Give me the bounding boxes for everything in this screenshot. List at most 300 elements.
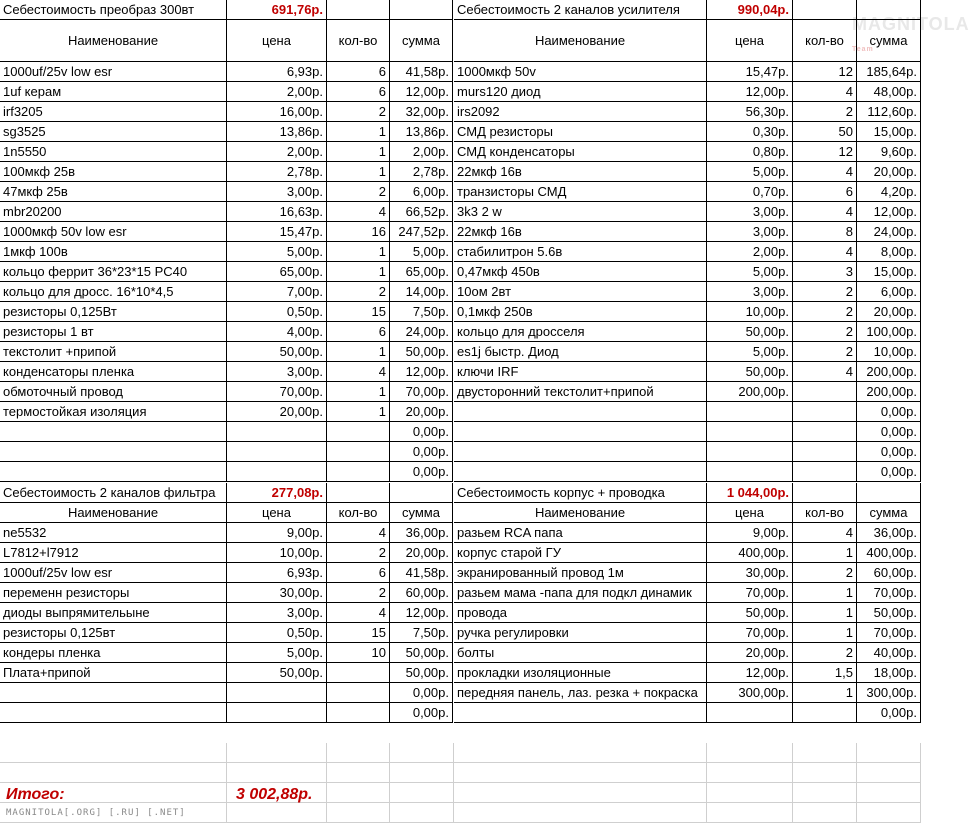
- item-name[interactable]: кольцо для дросс. 16*10*4,5: [0, 282, 227, 302]
- item-qty[interactable]: 4: [793, 523, 857, 543]
- item-qty[interactable]: 2: [793, 282, 857, 302]
- item-price[interactable]: 56,30р.: [707, 102, 793, 122]
- item-qty[interactable]: 2: [793, 342, 857, 362]
- item-price[interactable]: 10,00р.: [707, 302, 793, 322]
- item-sum[interactable]: 50,00р.: [390, 643, 453, 663]
- empty-cell[interactable]: [857, 803, 921, 823]
- item-sum[interactable]: 185,64р.: [857, 62, 921, 82]
- item-qty[interactable]: 1,5: [793, 663, 857, 683]
- item-qty[interactable]: 4: [327, 523, 390, 543]
- section-title[interactable]: Себестоимость преобраз 300вт: [0, 0, 227, 20]
- item-price[interactable]: 50,00р.: [707, 603, 793, 623]
- item-sum[interactable]: 15,00р.: [857, 122, 921, 142]
- empty-cell[interactable]: [327, 743, 390, 763]
- item-qty[interactable]: [327, 683, 390, 703]
- item-qty[interactable]: 8: [793, 222, 857, 242]
- item-name[interactable]: 1000uf/25v low esr: [0, 62, 227, 82]
- item-name[interactable]: 3k3 2 w: [454, 202, 707, 222]
- empty-cell[interactable]: [793, 803, 857, 823]
- item-qty[interactable]: 1: [793, 683, 857, 703]
- empty-cell[interactable]: [327, 0, 390, 20]
- item-qty[interactable]: [793, 462, 857, 482]
- empty-cell[interactable]: [857, 763, 921, 783]
- item-sum[interactable]: 0,00р.: [857, 703, 921, 723]
- item-sum[interactable]: 0,00р.: [390, 462, 453, 482]
- item-price[interactable]: 20,00р.: [227, 402, 327, 422]
- header-sum[interactable]: сумма: [857, 20, 921, 62]
- item-price[interactable]: [227, 462, 327, 482]
- item-sum[interactable]: 24,00р.: [857, 222, 921, 242]
- item-qty[interactable]: 2: [327, 282, 390, 302]
- item-qty[interactable]: 4: [327, 603, 390, 623]
- empty-cell[interactable]: [390, 743, 454, 763]
- item-sum[interactable]: 36,00р.: [390, 523, 453, 543]
- item-qty[interactable]: 1: [327, 242, 390, 262]
- item-qty[interactable]: [793, 442, 857, 462]
- item-price[interactable]: 50,00р.: [707, 322, 793, 342]
- item-price[interactable]: 7,00р.: [227, 282, 327, 302]
- item-qty[interactable]: 4: [793, 202, 857, 222]
- item-qty[interactable]: [793, 402, 857, 422]
- item-qty[interactable]: 6: [327, 62, 390, 82]
- item-price[interactable]: 0,80р.: [707, 142, 793, 162]
- item-name[interactable]: 22мкф 16в: [454, 162, 707, 182]
- item-name[interactable]: Плата+припой: [0, 663, 227, 683]
- item-qty[interactable]: [327, 663, 390, 683]
- item-name[interactable]: 47мкф 25в: [0, 182, 227, 202]
- item-name[interactable]: 1n5550: [0, 142, 227, 162]
- empty-cell[interactable]: [707, 803, 793, 823]
- item-qty[interactable]: 2: [793, 563, 857, 583]
- item-name[interactable]: болты: [454, 643, 707, 663]
- item-name[interactable]: murs120 диод: [454, 82, 707, 102]
- item-name[interactable]: [454, 442, 707, 462]
- item-sum[interactable]: 0,00р.: [390, 683, 453, 703]
- item-qty[interactable]: 15: [327, 302, 390, 322]
- item-sum[interactable]: 8,00р.: [857, 242, 921, 262]
- item-price[interactable]: 2,00р.: [707, 242, 793, 262]
- item-sum[interactable]: 200,00р.: [857, 362, 921, 382]
- empty-cell[interactable]: [327, 803, 390, 823]
- item-sum[interactable]: 20,00р.: [390, 543, 453, 563]
- item-sum[interactable]: 0,00р.: [390, 442, 453, 462]
- item-name[interactable]: 0,47мкф 450в: [454, 262, 707, 282]
- empty-cell[interactable]: [707, 783, 793, 803]
- item-name[interactable]: [0, 703, 227, 723]
- item-price[interactable]: 2,78р.: [227, 162, 327, 182]
- item-price[interactable]: 2,00р.: [227, 142, 327, 162]
- item-sum[interactable]: 60,00р.: [390, 583, 453, 603]
- empty-cell[interactable]: [227, 743, 327, 763]
- item-price[interactable]: [227, 422, 327, 442]
- item-sum[interactable]: 66,52р.: [390, 202, 453, 222]
- item-name[interactable]: обмоточный провод: [0, 382, 227, 402]
- item-name[interactable]: 1000мкф 50v low esr: [0, 222, 227, 242]
- item-price[interactable]: 3,00р.: [227, 182, 327, 202]
- item-name[interactable]: текстолит +припой: [0, 342, 227, 362]
- item-sum[interactable]: 0,00р.: [390, 703, 453, 723]
- item-qty[interactable]: 1: [327, 122, 390, 142]
- empty-cell[interactable]: [707, 743, 793, 763]
- item-sum[interactable]: 7,50р.: [390, 302, 453, 322]
- item-price[interactable]: 16,63р.: [227, 202, 327, 222]
- item-price[interactable]: 20,00р.: [707, 643, 793, 663]
- item-qty[interactable]: 15: [327, 623, 390, 643]
- empty-cell[interactable]: [793, 483, 857, 503]
- empty-cell[interactable]: [227, 803, 327, 823]
- item-sum[interactable]: 12,00р.: [390, 362, 453, 382]
- section-title[interactable]: Себестоимость 2 каналов усилителя: [454, 0, 707, 20]
- item-name[interactable]: разьем RCA папа: [454, 523, 707, 543]
- item-sum[interactable]: 40,00р.: [857, 643, 921, 663]
- item-name[interactable]: [454, 422, 707, 442]
- item-sum[interactable]: 112,60р.: [857, 102, 921, 122]
- item-name[interactable]: провода: [454, 603, 707, 623]
- item-sum[interactable]: 12,00р.: [390, 603, 453, 623]
- item-price[interactable]: 0,70р.: [707, 182, 793, 202]
- item-sum[interactable]: 20,00р.: [857, 302, 921, 322]
- item-sum[interactable]: 300,00р.: [857, 683, 921, 703]
- item-name[interactable]: резисторы 1 вт: [0, 322, 227, 342]
- item-qty[interactable]: [327, 442, 390, 462]
- item-qty[interactable]: 4: [327, 202, 390, 222]
- item-sum[interactable]: 0,00р.: [857, 462, 921, 482]
- empty-cell[interactable]: [227, 763, 327, 783]
- item-qty[interactable]: 2: [327, 543, 390, 563]
- empty-cell[interactable]: [793, 783, 857, 803]
- item-price[interactable]: 30,00р.: [707, 563, 793, 583]
- item-price[interactable]: [707, 703, 793, 723]
- item-sum[interactable]: 13,86р.: [390, 122, 453, 142]
- item-sum[interactable]: 60,00р.: [857, 563, 921, 583]
- item-sum[interactable]: 200,00р.: [857, 382, 921, 402]
- empty-cell[interactable]: [327, 763, 390, 783]
- item-sum[interactable]: 0,00р.: [390, 422, 453, 442]
- item-price[interactable]: 5,00р.: [227, 643, 327, 663]
- item-price[interactable]: 5,00р.: [227, 242, 327, 262]
- item-price[interactable]: [227, 683, 327, 703]
- empty-cell[interactable]: [454, 783, 707, 803]
- item-price[interactable]: 5,00р.: [707, 342, 793, 362]
- item-sum[interactable]: 6,00р.: [390, 182, 453, 202]
- header-price[interactable]: цена: [227, 20, 327, 62]
- item-qty[interactable]: 1: [327, 382, 390, 402]
- section-title[interactable]: Себестоимость корпус + проводка: [454, 483, 707, 503]
- item-qty[interactable]: 4: [793, 242, 857, 262]
- item-price[interactable]: 70,00р.: [707, 623, 793, 643]
- item-sum[interactable]: 2,78р.: [390, 162, 453, 182]
- item-qty[interactable]: 6: [327, 82, 390, 102]
- item-price[interactable]: 200,00р.: [707, 382, 793, 402]
- empty-cell[interactable]: [390, 763, 454, 783]
- item-price[interactable]: 9,00р.: [227, 523, 327, 543]
- item-qty[interactable]: 4: [793, 362, 857, 382]
- empty-cell[interactable]: [857, 483, 921, 503]
- item-sum[interactable]: 400,00р.: [857, 543, 921, 563]
- item-price[interactable]: 4,00р.: [227, 322, 327, 342]
- item-qty[interactable]: 12: [793, 142, 857, 162]
- item-sum[interactable]: 7,50р.: [390, 623, 453, 643]
- item-qty[interactable]: 6: [793, 182, 857, 202]
- item-qty[interactable]: 1: [793, 603, 857, 623]
- item-sum[interactable]: 100,00р.: [857, 322, 921, 342]
- item-qty[interactable]: 16: [327, 222, 390, 242]
- item-price[interactable]: [227, 442, 327, 462]
- item-sum[interactable]: 50,00р.: [390, 342, 453, 362]
- item-name[interactable]: резисторы 0,125вт: [0, 623, 227, 643]
- item-name[interactable]: [0, 422, 227, 442]
- item-sum[interactable]: 12,00р.: [390, 82, 453, 102]
- item-qty[interactable]: 12: [793, 62, 857, 82]
- item-sum[interactable]: 10,00р.: [857, 342, 921, 362]
- item-sum[interactable]: 18,00р.: [857, 663, 921, 683]
- header-name[interactable]: Наименование: [0, 503, 227, 523]
- section-total[interactable]: 691,76р.: [227, 0, 327, 20]
- empty-cell[interactable]: [793, 0, 857, 20]
- item-name[interactable]: 1000uf/25v low esr: [0, 563, 227, 583]
- item-price[interactable]: 3,00р.: [227, 362, 327, 382]
- item-name[interactable]: 1000мкф 50v: [454, 62, 707, 82]
- item-price[interactable]: 70,00р.: [707, 583, 793, 603]
- item-name[interactable]: резисторы 0,125Вт: [0, 302, 227, 322]
- item-name[interactable]: ручка регулировки: [454, 623, 707, 643]
- item-price[interactable]: 50,00р.: [227, 342, 327, 362]
- item-price[interactable]: 30,00р.: [227, 583, 327, 603]
- item-name[interactable]: передняя панель, лаз. резка + покраска: [454, 683, 707, 703]
- item-price[interactable]: 6,93р.: [227, 563, 327, 583]
- empty-cell[interactable]: [857, 0, 921, 20]
- item-price[interactable]: 0,30р.: [707, 122, 793, 142]
- item-sum[interactable]: 0,00р.: [857, 402, 921, 422]
- empty-cell[interactable]: [390, 783, 454, 803]
- empty-cell[interactable]: [857, 783, 921, 803]
- header-sum[interactable]: сумма: [857, 503, 921, 523]
- item-qty[interactable]: 4: [793, 162, 857, 182]
- item-name[interactable]: [0, 442, 227, 462]
- item-price[interactable]: 2,00р.: [227, 82, 327, 102]
- item-qty[interactable]: 1: [327, 162, 390, 182]
- item-qty[interactable]: 1: [793, 583, 857, 603]
- item-price[interactable]: 65,00р.: [227, 262, 327, 282]
- item-price[interactable]: 3,00р.: [227, 603, 327, 623]
- item-sum[interactable]: 50,00р.: [390, 663, 453, 683]
- item-name[interactable]: диоды выпрямительыне: [0, 603, 227, 623]
- item-name[interactable]: sg3525: [0, 122, 227, 142]
- item-qty[interactable]: [793, 703, 857, 723]
- empty-cell[interactable]: [454, 743, 707, 763]
- item-price[interactable]: [707, 422, 793, 442]
- item-name[interactable]: транзисторы СМД: [454, 182, 707, 202]
- item-name[interactable]: 1мкф 100в: [0, 242, 227, 262]
- item-sum[interactable]: 65,00р.: [390, 262, 453, 282]
- item-price[interactable]: 16,00р.: [227, 102, 327, 122]
- item-name[interactable]: 1uf керам: [0, 82, 227, 102]
- item-price[interactable]: 0,50р.: [227, 623, 327, 643]
- section-title[interactable]: Себестоимость 2 каналов фильтра: [0, 483, 227, 503]
- item-price[interactable]: 5,00р.: [707, 262, 793, 282]
- item-qty[interactable]: 1: [327, 262, 390, 282]
- header-name[interactable]: Наименование: [454, 503, 707, 523]
- item-sum[interactable]: 32,00р.: [390, 102, 453, 122]
- item-sum[interactable]: 70,00р.: [857, 623, 921, 643]
- empty-cell[interactable]: [327, 483, 390, 503]
- item-price[interactable]: 300,00р.: [707, 683, 793, 703]
- item-qty[interactable]: 3: [793, 262, 857, 282]
- item-sum[interactable]: 6,00р.: [857, 282, 921, 302]
- item-price[interactable]: 12,00р.: [707, 82, 793, 102]
- item-sum[interactable]: 5,00р.: [390, 242, 453, 262]
- item-qty[interactable]: 6: [327, 563, 390, 583]
- item-name[interactable]: [0, 462, 227, 482]
- item-sum[interactable]: 247,52р.: [390, 222, 453, 242]
- item-qty[interactable]: 50: [793, 122, 857, 142]
- item-qty[interactable]: 1: [793, 543, 857, 563]
- item-name[interactable]: кольцо феррит 36*23*15 PC40: [0, 262, 227, 282]
- item-qty[interactable]: [327, 703, 390, 723]
- item-sum[interactable]: 4,20р.: [857, 182, 921, 202]
- section-total[interactable]: 277,08р.: [227, 483, 327, 503]
- item-price[interactable]: [707, 442, 793, 462]
- item-qty[interactable]: 10: [327, 643, 390, 663]
- empty-cell[interactable]: [707, 763, 793, 783]
- header-sum[interactable]: сумма: [390, 503, 453, 523]
- item-name[interactable]: ne5532: [0, 523, 227, 543]
- empty-cell[interactable]: [390, 483, 453, 503]
- item-name[interactable]: 10ом 2вт: [454, 282, 707, 302]
- item-price[interactable]: 70,00р.: [227, 382, 327, 402]
- item-price[interactable]: 50,00р.: [227, 663, 327, 683]
- item-name[interactable]: [0, 683, 227, 703]
- item-name[interactable]: СМД резисторы: [454, 122, 707, 142]
- header-qty[interactable]: кол-во: [327, 503, 390, 523]
- item-qty[interactable]: [327, 462, 390, 482]
- item-sum[interactable]: 20,00р.: [390, 402, 453, 422]
- item-name[interactable]: ключи IRF: [454, 362, 707, 382]
- item-sum[interactable]: 0,00р.: [857, 422, 921, 442]
- item-name[interactable]: конденсаторы пленка: [0, 362, 227, 382]
- item-sum[interactable]: 24,00р.: [390, 322, 453, 342]
- item-sum[interactable]: 41,58р.: [390, 62, 453, 82]
- item-sum[interactable]: 50,00р.: [857, 603, 921, 623]
- item-qty[interactable]: [793, 422, 857, 442]
- empty-cell[interactable]: [793, 743, 857, 763]
- item-qty[interactable]: 2: [327, 102, 390, 122]
- item-name[interactable]: стабилитрон 5.6в: [454, 242, 707, 262]
- item-price[interactable]: 5,00р.: [707, 162, 793, 182]
- item-sum[interactable]: 41,58р.: [390, 563, 453, 583]
- item-price[interactable]: 0,50р.: [227, 302, 327, 322]
- item-sum[interactable]: 48,00р.: [857, 82, 921, 102]
- item-price[interactable]: 9,00р.: [707, 523, 793, 543]
- header-price[interactable]: цена: [707, 20, 793, 62]
- item-name[interactable]: irs2092: [454, 102, 707, 122]
- empty-cell[interactable]: [0, 743, 227, 763]
- item-qty[interactable]: 2: [793, 322, 857, 342]
- item-name[interactable]: mbr20200: [0, 202, 227, 222]
- header-qty[interactable]: кол-во: [327, 20, 390, 62]
- item-name[interactable]: СМД конденсаторы: [454, 142, 707, 162]
- header-sum[interactable]: сумма: [390, 20, 453, 62]
- item-name[interactable]: разьем мама -папа для подкл динамик: [454, 583, 707, 603]
- item-qty[interactable]: 6: [327, 322, 390, 342]
- item-sum[interactable]: 70,00р.: [390, 382, 453, 402]
- item-price[interactable]: 12,00р.: [707, 663, 793, 683]
- header-name[interactable]: Наименование: [454, 20, 707, 62]
- header-name[interactable]: Наименование: [0, 20, 227, 62]
- item-name[interactable]: irf3205: [0, 102, 227, 122]
- item-sum[interactable]: 20,00р.: [857, 162, 921, 182]
- item-price[interactable]: 3,00р.: [707, 222, 793, 242]
- empty-cell[interactable]: [390, 803, 454, 823]
- item-qty[interactable]: 2: [327, 182, 390, 202]
- empty-cell[interactable]: [793, 763, 857, 783]
- item-price[interactable]: 15,47р.: [707, 62, 793, 82]
- item-price[interactable]: 10,00р.: [227, 543, 327, 563]
- item-qty[interactable]: [793, 382, 857, 402]
- item-sum[interactable]: 0,00р.: [857, 442, 921, 462]
- item-name[interactable]: [454, 462, 707, 482]
- item-sum[interactable]: 15,00р.: [857, 262, 921, 282]
- item-name[interactable]: корпус старой ГУ: [454, 543, 707, 563]
- item-name[interactable]: [454, 402, 707, 422]
- item-sum[interactable]: 70,00р.: [857, 583, 921, 603]
- item-name[interactable]: 100мкф 25в: [0, 162, 227, 182]
- item-name[interactable]: экранированный провод 1м: [454, 563, 707, 583]
- section-total[interactable]: 990,04р.: [707, 0, 793, 20]
- item-sum[interactable]: 9,60р.: [857, 142, 921, 162]
- item-sum[interactable]: 14,00р.: [390, 282, 453, 302]
- header-price[interactable]: цена: [227, 503, 327, 523]
- item-name[interactable]: переменн резисторы: [0, 583, 227, 603]
- empty-cell[interactable]: [0, 763, 227, 783]
- item-price[interactable]: 3,00р.: [707, 202, 793, 222]
- item-price[interactable]: [707, 402, 793, 422]
- item-name[interactable]: кондеры пленка: [0, 643, 227, 663]
- empty-cell[interactable]: [454, 763, 707, 783]
- empty-cell[interactable]: [390, 0, 453, 20]
- item-sum[interactable]: 2,00р.: [390, 142, 453, 162]
- item-name[interactable]: прокладки изоляционные: [454, 663, 707, 683]
- item-sum[interactable]: 36,00р.: [857, 523, 921, 543]
- item-qty[interactable]: 2: [793, 643, 857, 663]
- item-price[interactable]: 50,00р.: [707, 362, 793, 382]
- header-qty[interactable]: кол-во: [793, 20, 857, 62]
- item-price[interactable]: [227, 703, 327, 723]
- item-name[interactable]: L7812+l7912: [0, 543, 227, 563]
- item-sum[interactable]: 12,00р.: [857, 202, 921, 222]
- empty-cell[interactable]: [327, 783, 390, 803]
- item-qty[interactable]: 2: [793, 302, 857, 322]
- item-price[interactable]: 15,47р.: [227, 222, 327, 242]
- item-qty[interactable]: 1: [327, 402, 390, 422]
- item-name[interactable]: кольцо для дросселя: [454, 322, 707, 342]
- item-name[interactable]: 22мкф 16в: [454, 222, 707, 242]
- item-qty[interactable]: [327, 422, 390, 442]
- item-qty[interactable]: 1: [793, 623, 857, 643]
- empty-cell[interactable]: [857, 743, 921, 763]
- item-name[interactable]: [454, 703, 707, 723]
- item-price[interactable]: 400,00р.: [707, 543, 793, 563]
- section-total[interactable]: 1 044,00р.: [707, 483, 793, 503]
- item-qty[interactable]: 1: [327, 342, 390, 362]
- item-name[interactable]: es1j быстр. Диод: [454, 342, 707, 362]
- item-qty[interactable]: 2: [793, 102, 857, 122]
- empty-cell[interactable]: [454, 803, 707, 823]
- header-price[interactable]: цена: [707, 503, 793, 523]
- item-name[interactable]: двусторонний текстолит+припой: [454, 382, 707, 402]
- item-price[interactable]: 13,86р.: [227, 122, 327, 142]
- item-name[interactable]: 0,1мкф 250в: [454, 302, 707, 322]
